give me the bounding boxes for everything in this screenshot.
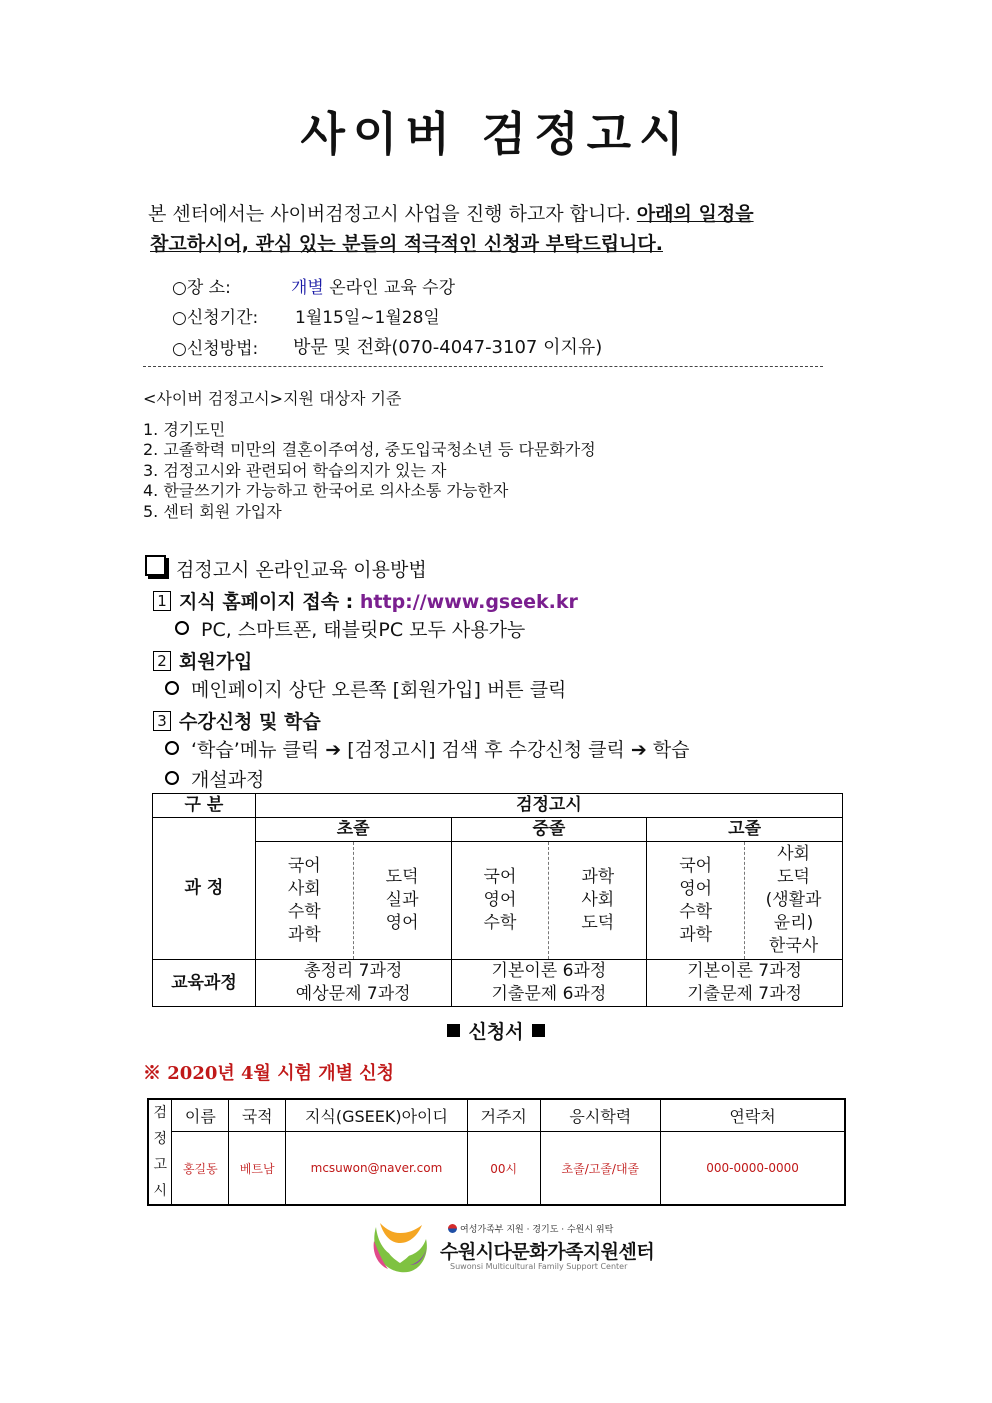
edu-label: 교육과정 [153, 960, 256, 1007]
criteria-list [143, 420, 596, 522]
subject: 영어 [483, 890, 517, 910]
level-header: 중졸 [451, 818, 647, 842]
step-3 [153, 707, 321, 734]
form-heading [0, 1017, 992, 1044]
step-2 [153, 647, 252, 674]
taegeuk-icon [448, 1224, 457, 1233]
org-name: 수원시다문화가족지원센터 [440, 1241, 655, 1263]
edu-line: 예상문제 7과정 [295, 984, 411, 1004]
subjects-cell [353, 842, 451, 960]
criteria-heading: <사이버 검정고시>지원 대상자 기준 [143, 389, 402, 408]
subjects-cell [549, 842, 647, 960]
subject: 국어 [483, 867, 517, 887]
subject: (생활과 [765, 890, 822, 910]
place-label: ○장 소: [172, 278, 231, 298]
edu-line: 총정리 7과정 [304, 961, 403, 981]
criteria-item: 5. 센터 회원 가입자 [143, 501, 282, 521]
place-value-rest: 온라인 교육 수강 [323, 278, 456, 298]
intro-line-2 [150, 229, 663, 256]
form-residence-cell[interactable]: 00시 [467, 1132, 540, 1205]
circle-bullet-icon [165, 741, 179, 755]
place-value-blue: 개별 [291, 278, 324, 298]
edu-cell [451, 960, 647, 1007]
criteria-item: 1. 경기도민 [143, 420, 226, 439]
step-2-number: 2 [153, 651, 171, 671]
step-1-bullet [175, 615, 525, 642]
application-table [147, 1098, 846, 1206]
side-char: 검 [153, 1105, 167, 1121]
form-heading-text: 신청서 [468, 1021, 524, 1043]
subject: 영어 [385, 913, 419, 933]
period-label: ○신청기간: [172, 308, 259, 328]
step-3-bullet [165, 735, 690, 762]
intro-line-1 [148, 199, 754, 226]
subject: 국어 [679, 855, 713, 876]
subject: 국어 [287, 855, 321, 876]
circle-bullet-icon [175, 621, 189, 635]
criteria-item: 2. 고졸학력 미만의 결혼이주여성, 중도입국청소년 등 다문화가정 [143, 440, 596, 460]
subject: 수학 [483, 913, 517, 933]
criteria-item: 4. 한글쓰기가 가능하고 한국어로 의사소통 가능한자 [143, 481, 509, 501]
subjects-cell [451, 842, 549, 960]
step-3-bullet-2 [165, 765, 264, 792]
subject: 도덕 [385, 867, 419, 887]
edu-line: 기출문제 6과정 [491, 984, 607, 1004]
method-label: ○신청방법: [172, 339, 259, 359]
subject: 도덕 [581, 913, 615, 933]
side-char: 고 [153, 1157, 167, 1173]
subject: 사회 [287, 878, 321, 899]
criteria-item: 3. 검정고시와 관련되어 학습의지가 있는 자 [143, 460, 447, 480]
subjects-cell [745, 842, 843, 960]
edu-cell [647, 960, 843, 1007]
subject: 영어 [679, 878, 713, 899]
subjects-cell [255, 842, 353, 960]
usage-heading: 검정고시 온라인교육 이용방법 [176, 559, 427, 581]
course-main-header: 검정고시 [255, 794, 842, 818]
period-value: 1월15일~1월28일 [295, 308, 440, 328]
form-side-label [148, 1099, 172, 1205]
form-education-cell[interactable]: 초졸/고졸/대졸 [540, 1132, 661, 1205]
form-header: 연락처 [661, 1099, 845, 1132]
course-col-header: 구 분 [153, 794, 256, 818]
place-value [291, 273, 455, 298]
step-2-title: 회원가입 [179, 651, 253, 673]
form-name-cell[interactable]: 홍길동 [172, 1132, 229, 1205]
step-2-bullet-text: 메인페이지 상단 오른쪽 [회원가입] 버튼 클릭 [191, 679, 567, 701]
level-header: 초졸 [255, 818, 451, 842]
subject: 과학 [581, 867, 615, 887]
side-char: 정 [153, 1131, 167, 1147]
subject: 윤리) [773, 913, 814, 933]
course-table [152, 793, 843, 1007]
method-value: 방문 및 전화(070-4047-3107 이지유) [293, 337, 603, 358]
page-title: 사이버 검정고시 [300, 107, 692, 161]
edu-line: 기본이론 6과정 [491, 961, 607, 981]
step-1-bullet-text: PC, 스마트폰, 태블릿PC 모두 사용가능 [201, 619, 526, 641]
step-2-bullet [165, 675, 566, 702]
subjects-cell [647, 842, 745, 960]
subject: 수학 [287, 901, 321, 922]
subject: 도덕 [777, 867, 810, 887]
form-gseek-id-cell[interactable]: mcsuwon@naver.com [286, 1132, 468, 1205]
subject: 한국사 [768, 936, 819, 956]
org-english: Suwonsi Multicultural Family Support Center [450, 1262, 628, 1271]
black-square-icon [447, 1024, 460, 1037]
course-row-label: 과 정 [153, 818, 256, 960]
edu-cell [255, 960, 451, 1007]
step-1-number: 1 [153, 591, 171, 611]
step-3-number: 3 [153, 711, 171, 731]
subject: 수학 [679, 901, 713, 922]
form-header: 이름 [172, 1099, 229, 1132]
circle-bullet-icon [165, 681, 179, 695]
circle-bullet-icon [165, 771, 179, 785]
intro-underlined-2: 참고하시어, 관심 있는 분들의 적극적인 신청과 부탁드립니다. [150, 233, 663, 255]
intro-underlined-1: 아래의 일정을 [636, 203, 754, 225]
side-char: 시 [153, 1183, 167, 1199]
form-header: 응시학력 [540, 1099, 661, 1132]
form-contact-cell[interactable]: 000-0000-0000 [661, 1132, 845, 1205]
center-logo-icon [370, 1217, 430, 1275]
step-1-title: 지식 홈페이지 접속 : [179, 591, 360, 613]
checkbox-square-icon [145, 555, 166, 576]
form-header: 거주지 [467, 1099, 540, 1132]
sponsor-line [448, 1222, 613, 1235]
step-3-title: 수강신청 및 학습 [179, 711, 321, 733]
form-nationality-cell[interactable]: 베트남 [229, 1132, 286, 1205]
subject: 사회 [777, 844, 810, 864]
subject: 사회 [581, 890, 615, 910]
form-header: 지식(GSEEK)아이디 [286, 1099, 468, 1132]
black-square-icon [532, 1024, 545, 1037]
intro-plain: 본 센터에서는 사이버검정고시 사업을 진행 하고자 합니다. [148, 203, 637, 225]
edu-line: 기출문제 7과정 [687, 984, 802, 1004]
step-3-bullet-text: ‘학습’메뉴 클릭 ➔ [검정고시] 검색 후 수강신청 클릭 ➔ 학습 [191, 739, 690, 761]
divider [143, 366, 823, 367]
step-3-bullet-2-text: 개설과정 [191, 769, 265, 791]
subject: 실과 [385, 890, 419, 910]
subject: 과학 [679, 924, 713, 945]
level-header: 고졸 [647, 818, 843, 842]
step-1 [153, 587, 578, 614]
form-notice: ※ 2020년 4월 시험 개별 신청 [143, 1063, 395, 1084]
form-header: 국적 [229, 1099, 286, 1132]
sponsor-text: 여성가족부 지원 · 경기도 · 수원시 위탁 [460, 1225, 614, 1235]
gseek-link[interactable]: http://www.gseek.kr [359, 591, 578, 613]
subject: 과학 [287, 924, 321, 945]
edu-line: 기본이론 7과정 [687, 961, 802, 981]
